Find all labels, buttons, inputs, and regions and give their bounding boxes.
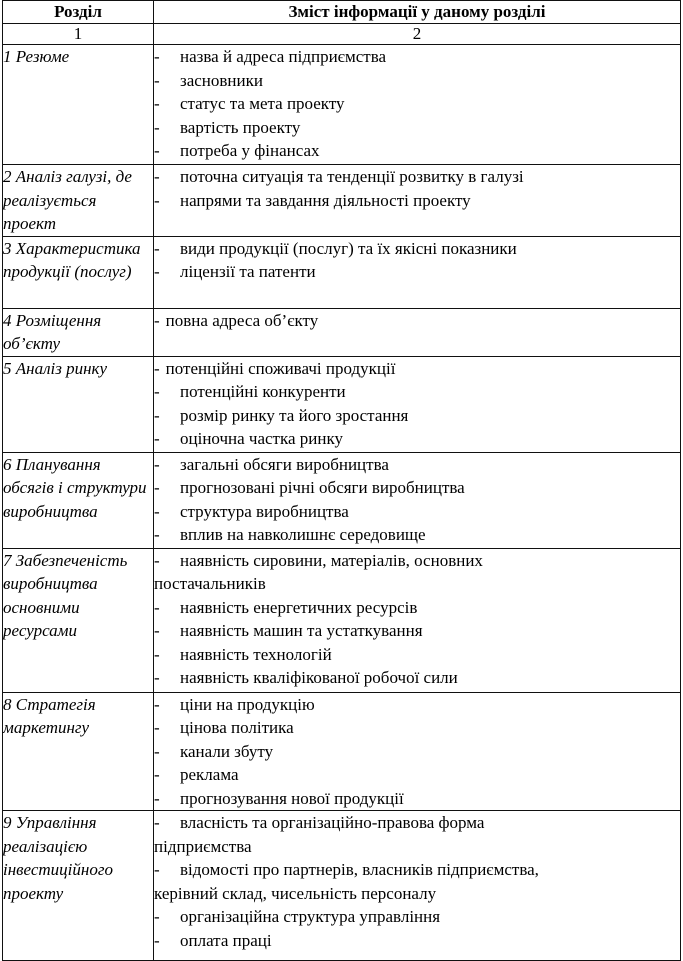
business-plan-table: [2, 0, 681, 961]
section-content: [154, 452, 681, 548]
list-item: - прогнозовані річні обсяги виробництва: [154, 478, 465, 497]
table-row: [3, 45, 681, 165]
list-item: - власність та організаційно-правова форма: [154, 813, 485, 832]
list-item: - наявність кваліфікованої робочої сили: [154, 668, 458, 687]
header-content: Зміст інформації у даному розділі: [154, 1, 681, 24]
list-item: - потенційні споживачі продукції: [154, 358, 396, 378]
section-title: 2 Аналіз галузі, де реалізується проект: [3, 165, 154, 237]
list-item-continuation: керівний склад, чисельність персоналу: [154, 883, 437, 903]
list-item-continuation: постачальників: [154, 574, 266, 593]
list-item: - засновники: [154, 70, 263, 90]
table-row: [3, 356, 681, 452]
section-title: 4 Розміщення об’єкту: [3, 308, 154, 356]
section-title: 5 Аналіз ринку: [3, 356, 154, 452]
table-row: [3, 308, 681, 356]
column-number-1: 1: [3, 24, 154, 45]
list-item: - назва й адреса підприємства: [154, 47, 387, 66]
table-row: [3, 548, 681, 692]
table-row: [3, 236, 681, 308]
section-content: [154, 548, 681, 692]
section-content: [154, 45, 681, 165]
list-item: - наявність сировини, матеріалів, основних: [154, 550, 483, 570]
section-title: 9 Управління реалізацією інвестиційного проекту: [3, 811, 154, 961]
list-item: - структура виробництва: [154, 501, 349, 521]
column-number-2: 2: [154, 24, 681, 45]
list-item: - відомості про партнерів, власників підприємства,: [154, 860, 539, 879]
list-item: - повна адреса об’єкту: [154, 310, 319, 330]
list-item: - потреба у фінансах: [154, 141, 320, 160]
section-content: [154, 356, 681, 452]
list-item: - розмір ринку та його зростання: [154, 405, 409, 425]
list-item: - вплив на навколишнє середовище: [154, 525, 426, 544]
list-item: - види продукції (послуг) та їх якісні показники: [154, 238, 517, 258]
section-title: 7 Забезпеченість виробництва основними ресурсами: [3, 548, 154, 692]
section-title: 8 Стратегія маркетингу: [3, 692, 154, 811]
section-title: 3 Характеристика продукції (послуг): [3, 236, 154, 308]
table-row: [3, 692, 681, 811]
list-item: - організаційна структура управління: [154, 907, 441, 926]
table-row: [3, 811, 681, 961]
table-row: [3, 165, 681, 237]
list-item: - наявність технологій: [154, 644, 332, 664]
list-item: - наявність енергетичних ресурсів: [154, 597, 418, 617]
list-item: - оціночна частка ринку: [154, 429, 344, 448]
list-item: - канали збуту: [154, 741, 274, 761]
list-item: - оплата праці: [154, 930, 272, 950]
list-item: - напрями та завдання діяльності проекту: [154, 190, 471, 210]
list-item: - загальні обсяги виробництва: [154, 454, 389, 474]
header-section: Розділ: [3, 1, 154, 24]
list-item: - поточна ситуація та тенденції розвитку в галузі: [154, 167, 524, 186]
column-number-row: [3, 24, 681, 45]
section-title: 1 Резюме: [3, 45, 154, 165]
list-item: - цінова політика: [154, 718, 294, 737]
section-content: [154, 236, 681, 308]
section-content: [154, 165, 681, 237]
list-item: - статус та мета проекту: [154, 94, 345, 113]
list-item: - ліцензії та патенти: [154, 262, 316, 281]
table-row: [3, 452, 681, 548]
table-header-row: [3, 1, 681, 24]
list-item: - наявність машин та устаткування: [154, 621, 423, 640]
section-title: 6 Планування обсягів і структури виробництва: [3, 452, 154, 548]
section-content: [154, 811, 681, 961]
section-content: [154, 692, 681, 811]
section-content: [154, 308, 681, 356]
list-item: - ціни на продукцію: [154, 694, 315, 714]
list-item: - потенційні конкуренти: [154, 382, 346, 401]
list-item: - вартість проекту: [154, 117, 301, 137]
list-item: - реклама: [154, 765, 239, 784]
list-item-continuation: підприємства: [154, 836, 252, 856]
list-item: - прогнозування нової продукції: [154, 788, 404, 808]
